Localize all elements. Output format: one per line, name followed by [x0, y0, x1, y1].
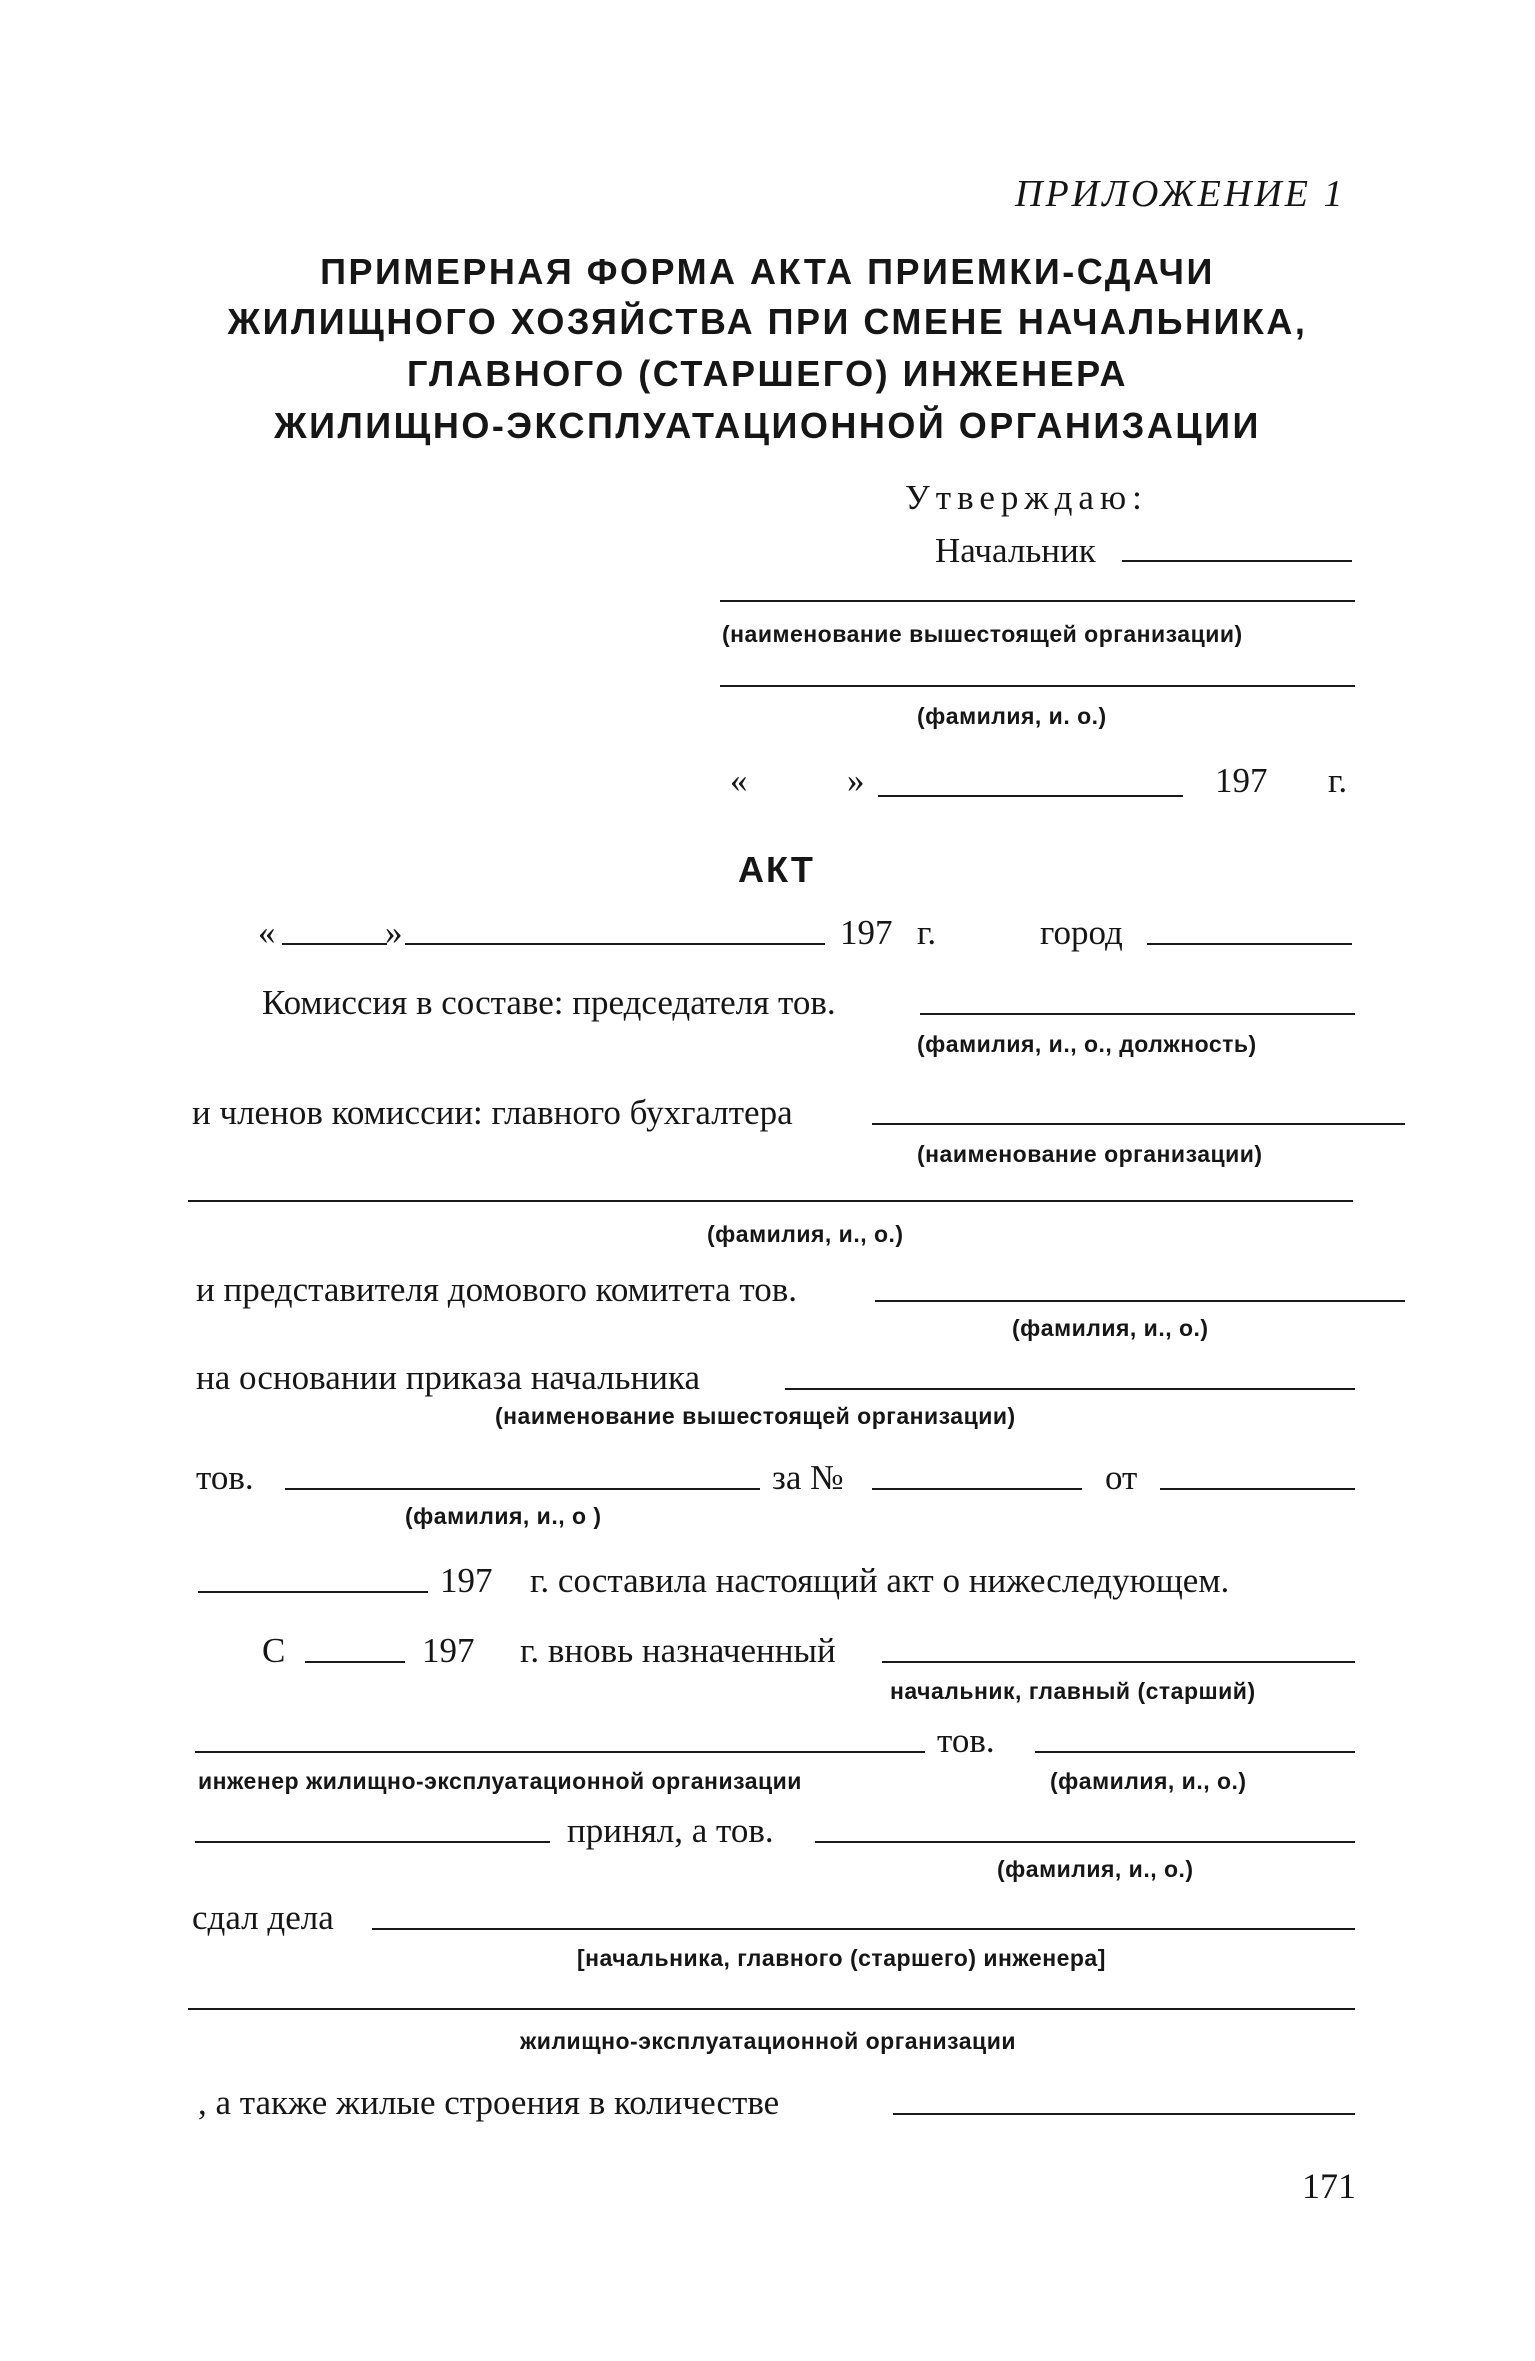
approval-quote-open: « — [730, 761, 748, 800]
act-title: АКТ — [738, 849, 815, 890]
from-label: от — [1105, 1458, 1138, 1497]
act-city-label: город — [1040, 913, 1123, 952]
buildings-line — [893, 2113, 1355, 2115]
house-committee-text: и представителя домового комитета тов. — [196, 1270, 797, 1309]
act-city-line — [1147, 943, 1352, 945]
approval-name-line — [720, 685, 1355, 687]
handed-text: сдал дела — [192, 1898, 334, 1937]
since-year: 197 — [422, 1631, 475, 1670]
act-g: г. — [917, 913, 937, 952]
house-committee-caption: (фамилия, и., о.) — [1012, 1315, 1209, 1341]
house-committee-line — [875, 1300, 1405, 1302]
accepted-caption: (фамилия, и., о.) — [997, 1856, 1194, 1882]
comrade-name-line — [285, 1488, 760, 1490]
appointed-text: г. вновь назначенный — [520, 1631, 836, 1670]
from-line — [1160, 1488, 1355, 1490]
page-number: 171 — [1302, 2166, 1356, 2206]
approval-quote-close: » — [847, 761, 865, 800]
title-line-4: ЖИЛИЩНО-ЭКСПЛУАТАЦИОННОЙ ОРГАНИЗАЦИИ — [274, 405, 1261, 446]
members-caption-org: (наименование организации) — [917, 1141, 1263, 1167]
number-label: за № — [772, 1458, 844, 1497]
members-name-line — [188, 1200, 1353, 1202]
handed-line — [372, 1928, 1355, 1930]
members-accountant-line — [872, 1123, 1405, 1125]
title-line-2: ЖИЛИЩНОГО ХОЗЯЙСТВА ПРИ СМЕНЕ НАЧАЛЬНИКА, — [227, 301, 1308, 342]
accepted-line — [195, 1841, 550, 1843]
commission-caption: (фамилия, и., о., должность) — [917, 1031, 1257, 1057]
act-quote-open: « — [258, 913, 276, 952]
compiled-year: 197 — [440, 1561, 493, 1600]
approval-date-line — [878, 795, 1183, 797]
since-label: С — [262, 1631, 286, 1670]
number-line — [872, 1488, 1082, 1490]
commission-text: Комиссия в составе: председателя тов. — [262, 983, 836, 1022]
approval-chief-line — [1122, 560, 1352, 562]
order-caption: (наименование вышестоящей организации) — [495, 1403, 1016, 1429]
act-day-line — [282, 943, 387, 945]
comrade-2-label: тов. — [937, 1721, 995, 1760]
buildings-text: , а также жилые строения в количестве — [198, 2083, 780, 2122]
comrade-2-line — [1035, 1751, 1355, 1753]
housing-org-line — [188, 2008, 1355, 2010]
commission-chair-line — [920, 1013, 1355, 1015]
since-line — [305, 1661, 405, 1663]
compiled-date-line — [198, 1591, 428, 1593]
appointed-line — [882, 1661, 1355, 1663]
appendix-label: ПРИЛОЖЕНИЕ 1 — [1015, 173, 1346, 215]
compiled-text: г. составила настоящий акт о нижеследующем. — [530, 1561, 1230, 1600]
title-line-1: ПРИМЕРНАЯ ФОРМА АКТА ПРИЕМКИ-СДАЧИ — [320, 251, 1215, 292]
approval-approve: Утверждаю: — [905, 478, 1148, 517]
order-line — [785, 1388, 1355, 1390]
comrade-2-caption: (фамилия, и., о.) — [1050, 1768, 1247, 1794]
comrade-caption: (фамилия, и., о ) — [405, 1503, 602, 1529]
approval-caption-org: (наименование вышестоящей организации) — [722, 621, 1243, 647]
comrade-label: тов. — [196, 1458, 254, 1497]
act-year: 197 — [840, 913, 893, 952]
engineer-caption: инженер жилищно-эксплуатационной организации — [198, 1768, 802, 1794]
approval-caption-name: (фамилия, и. о.) — [917, 703, 1107, 729]
act-month-line — [405, 943, 825, 945]
members-text: и членов комиссии: главного бухгалтера — [192, 1093, 793, 1132]
order-text: на основании приказа начальника — [196, 1358, 700, 1397]
approval-chief: Начальник — [935, 531, 1096, 570]
title-line-3: ГЛАВНОГО (СТАРШЕГО) ИНЖЕНЕРА — [407, 353, 1128, 394]
accepted-name-line — [815, 1841, 1355, 1843]
accepted-text: принял, а тов. — [567, 1811, 774, 1850]
engineer-line — [195, 1751, 925, 1753]
members-caption-name: (фамилия, и., о.) — [707, 1221, 904, 1247]
approval-year: 197 — [1215, 761, 1268, 800]
housing-org-caption: жилищно-эксплуатационной организации — [520, 2028, 1016, 2054]
handed-caption: [начальника, главного (старшего) инженера] — [577, 1945, 1106, 1971]
appointed-caption: начальник, главный (старший) — [890, 1678, 1256, 1704]
act-quote-close: » — [385, 913, 403, 952]
approval-org-line — [720, 600, 1355, 602]
approval-g: г. — [1328, 761, 1348, 800]
